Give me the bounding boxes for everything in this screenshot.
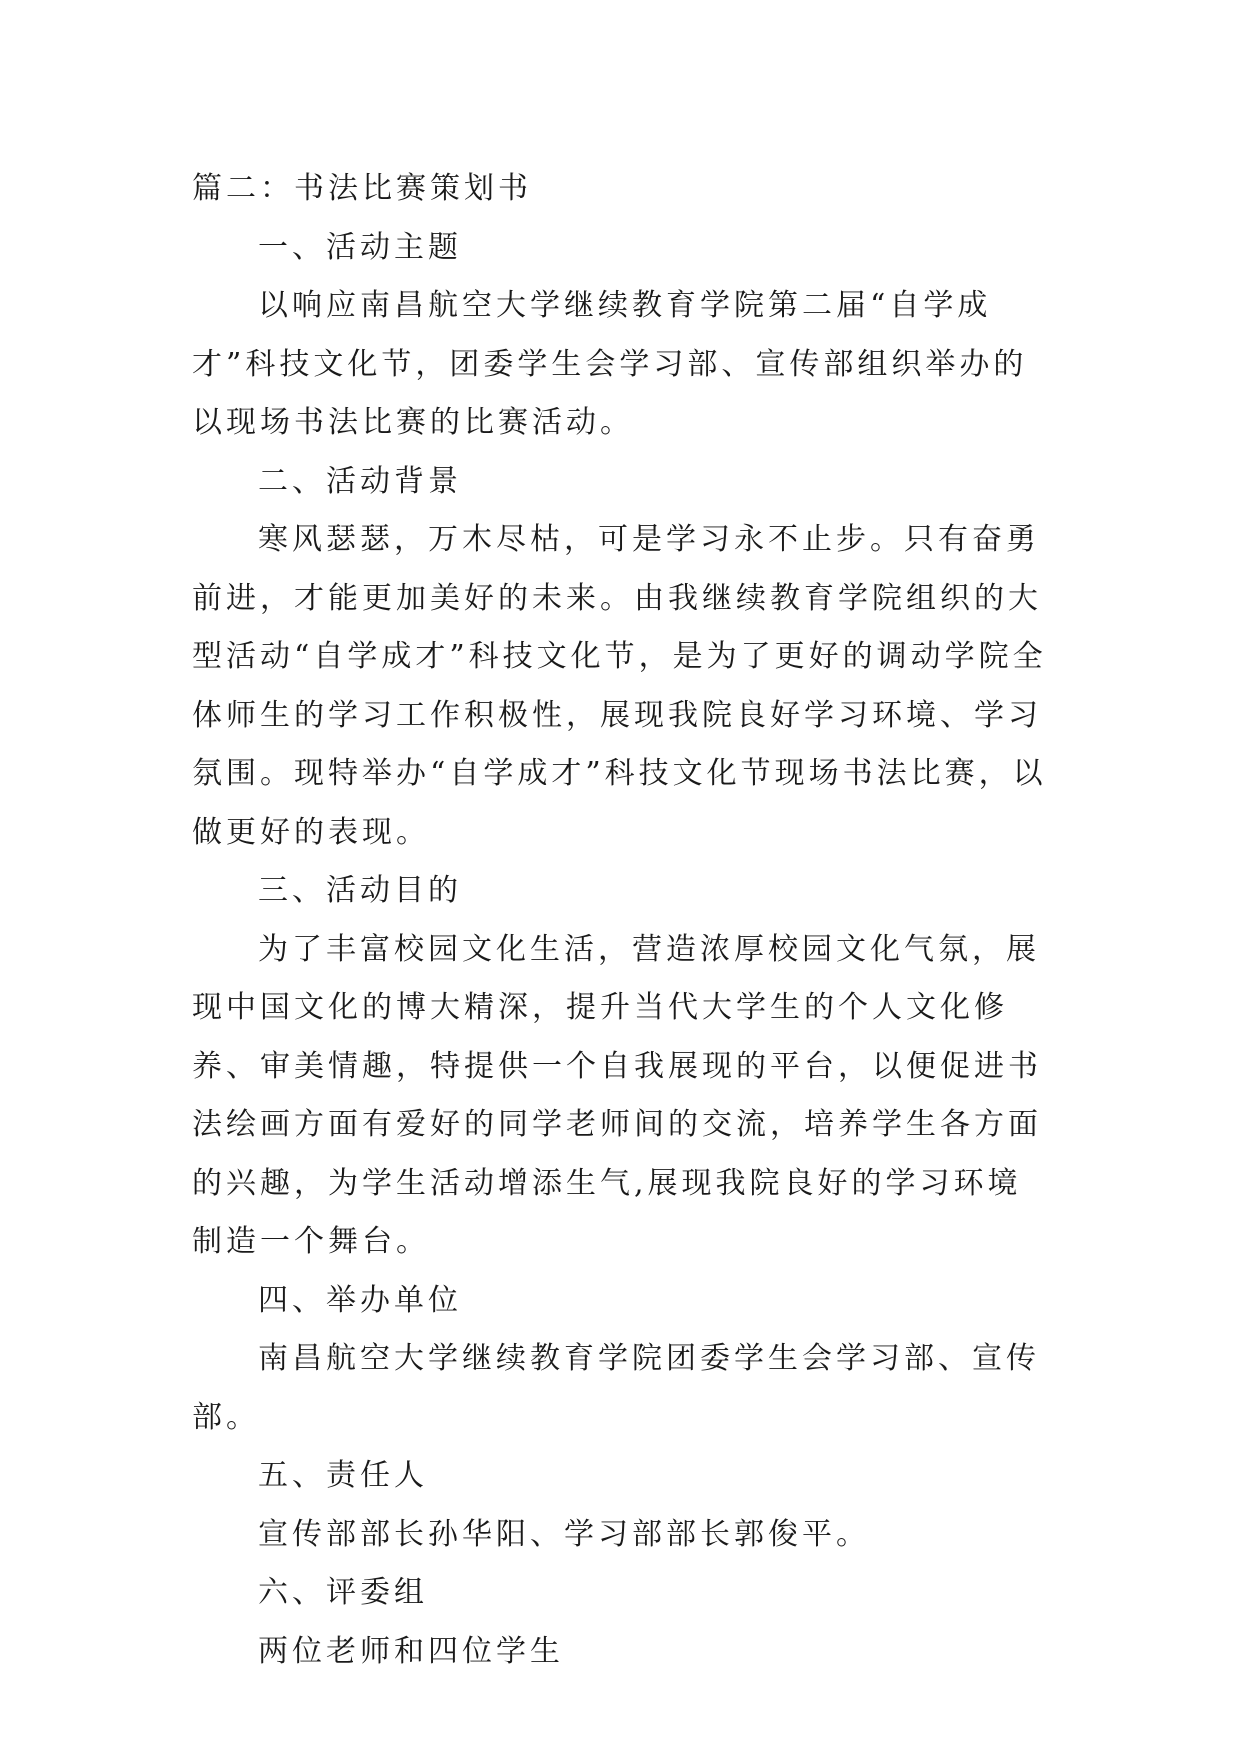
section-body-purpose: 为了丰富校园文化生活，营造浓厚校园文化气氛，展现中国文化的博大精深，提升当代大学生的个人文化修养、审美情趣，特提供一个自我展现的平台，以便促进书法绘画方面有爱好的同学老师间的交流，培养学生各方面的兴趣，为学生活动增添生气,展现我院良好的学习环境制造一个舞台。 <box>192 931 1042 1259</box>
section-body-background: 寒风瑟瑟，万木尽枯，可是学习永不止步。只有奋勇前进，才能更加美好的未来。由我继续教育学院组织的大型活动“自学成才”科技文化节，是为了更好的调动学院全体师生的学习工作积极性，展现我院良好学习环境、学习氛围。现特举办“自学成才”科技文化节现场书法比赛，以做更好的表现。 <box>192 522 1047 850</box>
section-heading-organizer: 四、举办单位 <box>258 1282 462 1318</box>
section-heading-responsible: 五、责任人 <box>258 1458 428 1493</box>
section-heading-judges: 六、评委组 <box>258 1575 428 1610</box>
document-title: 篇二：书法比赛策划书 <box>192 171 532 206</box>
section-body-responsible: 宣传部部长孙华阳、学习部部长郭俊平。 <box>258 1516 870 1552</box>
section-heading-theme: 一、活动主题 <box>258 229 462 265</box>
section-body-organizer: 南昌航空大学继续教育学院团委学生会学习部、宣传部。 <box>192 1341 1040 1435</box>
section-heading-purpose: 三、活动目的 <box>258 873 462 908</box>
section-body-theme: 以响应南昌航空大学继续教育学院第二届“自学成才”科技文化节，团委学生会学习部、宣传部组织举办的以现场书法比赛的比赛活动。 <box>192 288 1028 440</box>
section-body-judges: 两位老师和四位学生 <box>258 1633 564 1669</box>
document-body <box>192 160 1052 1681</box>
section-heading-background: 二、活动背景 <box>258 463 462 499</box>
